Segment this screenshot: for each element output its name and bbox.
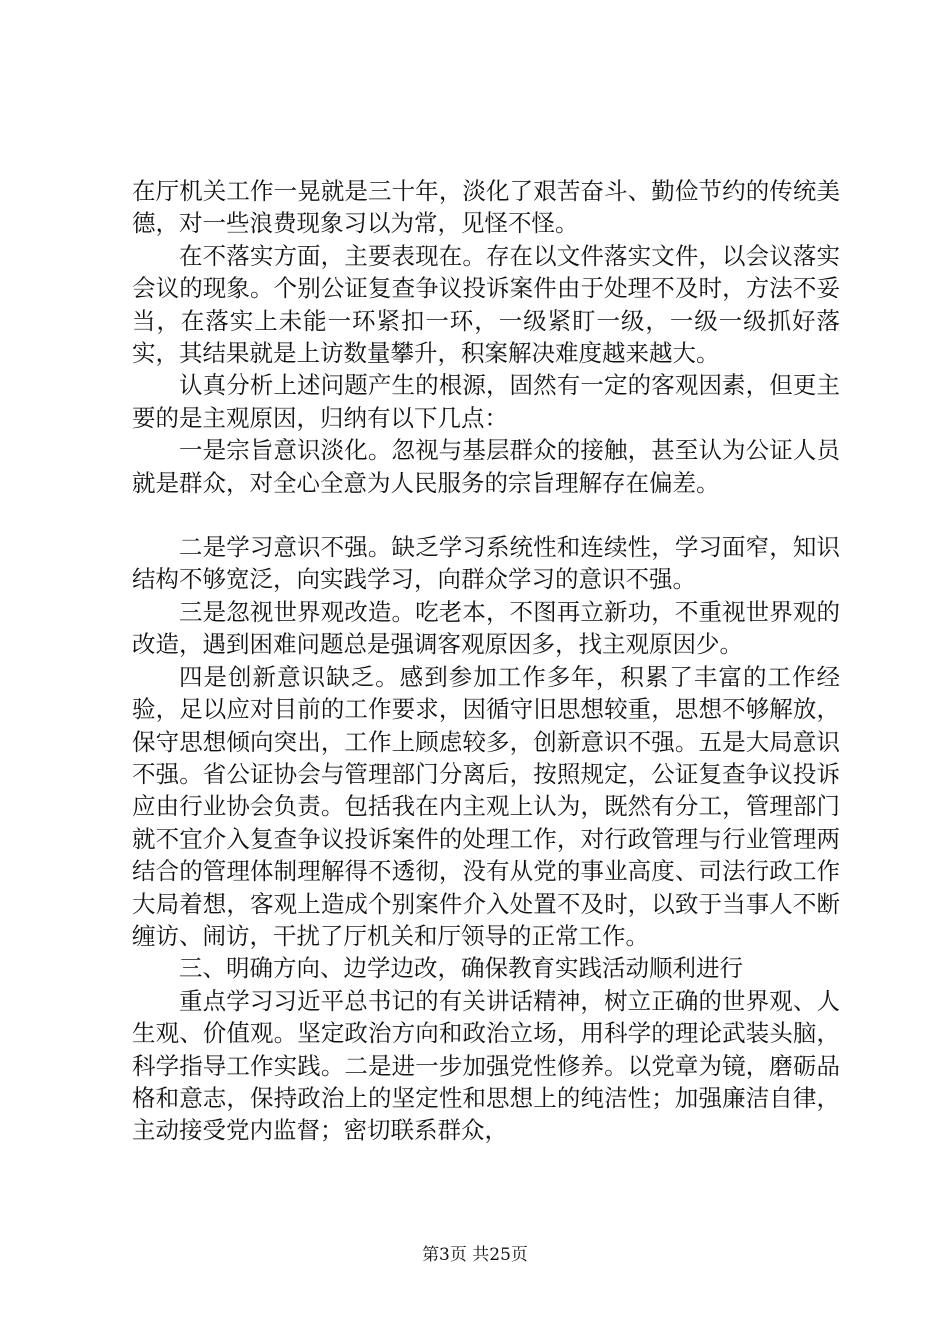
paragraph-5: 二是学习意识不强。缺乏学习系统性和连续性，学习面窄，知识结构不够宽泛，向实践学习，向群众学习的意识不强。 [132,533,840,594]
section-heading: 三、明确方向、边学边改，确保教育实践活动顺利进行 [179,954,743,983]
paragraph-4: 一是宗旨意识淡化。忽视与基层群众的接触，甚至认为公证人员就是群众，对全心全意为人民服务的宗旨理解存在偏差。 [132,436,840,497]
paragraph-7: 四是创新意识缺乏。感到参加工作多年，积累了丰富的工作经验，足以应对目前的工作要求，因循守旧思想较重，思想不够解放，保守思想倾向突出，工作上顾虑较多，创新意识不强。五是大局意识不强。省公证协会与管理部门分离后，按照规定，公证复查争议投诉应由行业协会负责。包括我在内主观上认为，既然有分工，管理部门就不宜介入复查争议投诉案件的处理工作，对行政管理与行业管理两结合的管理体制理解得不透彻，没有从党的事业高度、司法行政工作大局着想，客观上造成个别案件介入处置不及时，以致于当事人不断缠访、闹访，干扰了厅机关和厅领导的正常工作。 [132,662,840,950]
paragraph-3: 认真分析上述问题产生的根源，固然有一定的客观因素，但更主要的是主观原因，归纳有以下几点： [132,371,840,432]
paragraph-9: 重点学习习近平总书记的有关讲话精神，树立正确的世界观、人生观、价值观。坚定政治方向和政治立场，用科学的理论武装头脑，科学指导工作实践。二是进一步加强党性修养。以党章为镜，磨砺品格和意志，保持政治上的坚定性和思想上的纯洁性；加强廉洁自律，主动接受党内监督；密切联系群众， [132,986,840,1145]
page-number-footer: 第3页 共25页 [422,1245,528,1265]
paragraph-1: 在厅机关工作一晃就是三十年，淡化了艰苦奋斗、勤俭节约的传统美德，对一些浪费现象习以为常，见怪不怪。 [132,177,840,238]
paragraph-2: 在不落实方面，主要表现在。存在以文件落实文件，以会议落实会议的现象。个别公证复查争议投诉案件由于处理不及时，方法不妥当，在落实上未能一环紧扣一环，一级紧盯一级，一级一级抓好落实，其结果就是上访数量攀升，积案解决难度越来越大。 [132,241,840,368]
paragraph-6: 三是忽视世界观改造。吃老本，不图再立新功，不重视世界观的改造，遇到困难问题总是强调客观原因多，找主观原因少。 [132,597,840,659]
document-body [132,175,840,1147]
